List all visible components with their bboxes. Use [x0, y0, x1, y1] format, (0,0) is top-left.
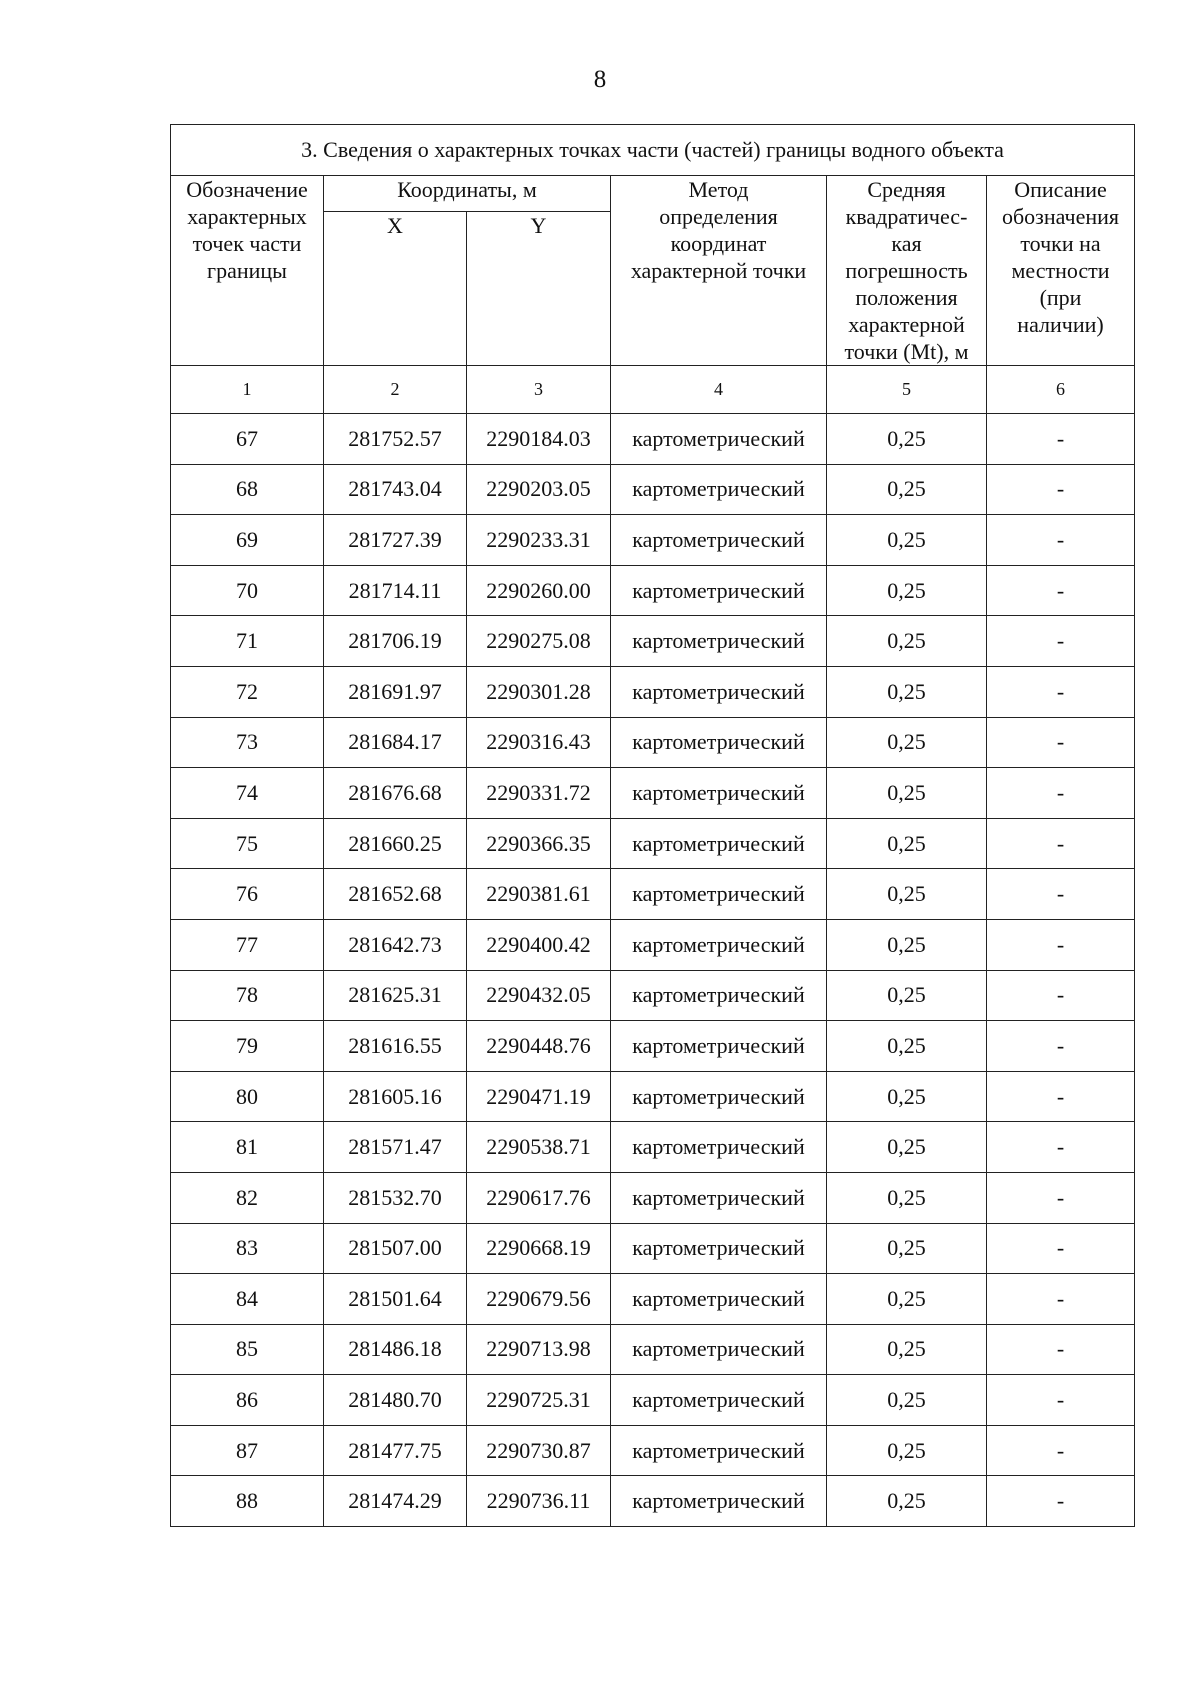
- table-row: [171, 515, 1135, 566]
- column-number: 5: [827, 366, 987, 414]
- point-id-cell: 71: [171, 616, 324, 667]
- description-cell: -: [987, 768, 1135, 819]
- column-number: 1: [171, 366, 324, 414]
- description-cell: -: [987, 970, 1135, 1021]
- error-cell: 0,25: [827, 869, 987, 920]
- x-coordinate-cell: 281474.29: [324, 1476, 467, 1527]
- method-cell: картометрический: [611, 414, 827, 465]
- description-cell: -: [987, 666, 1135, 717]
- x-coordinate-cell: 281616.55: [324, 1021, 467, 1072]
- y-coordinate-cell: 2290432.05: [467, 970, 611, 1021]
- error-cell: 0,25: [827, 515, 987, 566]
- table-row: [171, 414, 1135, 465]
- table-row: [171, 1223, 1135, 1274]
- header-row: [171, 176, 1135, 212]
- x-coordinate-cell: 281652.68: [324, 869, 467, 920]
- description-cell: -: [987, 464, 1135, 515]
- description-cell: -: [987, 1375, 1135, 1426]
- error-cell: 0,25: [827, 1122, 987, 1173]
- description-cell: -: [987, 1223, 1135, 1274]
- error-cell: 0,25: [827, 717, 987, 768]
- x-coordinate-cell: 281676.68: [324, 768, 467, 819]
- description-cell: -: [987, 717, 1135, 768]
- point-id-cell: 84: [171, 1274, 324, 1325]
- error-cell: 0,25: [827, 919, 987, 970]
- point-id-cell: 69: [171, 515, 324, 566]
- y-coordinate-cell: 2290301.28: [467, 666, 611, 717]
- point-id-cell: 86: [171, 1375, 324, 1426]
- table-row: [171, 1122, 1135, 1173]
- header-description: Описание обозначения точки на местности (при наличии): [987, 176, 1135, 366]
- table-row: [171, 565, 1135, 616]
- column-number: 3: [467, 366, 611, 414]
- error-cell: 0,25: [827, 970, 987, 1021]
- error-cell: 0,25: [827, 1425, 987, 1476]
- description-cell: -: [987, 1324, 1135, 1375]
- table-title-row: [171, 125, 1135, 176]
- table-row: [171, 1172, 1135, 1223]
- error-cell: 0,25: [827, 1274, 987, 1325]
- table-row: [171, 1071, 1135, 1122]
- y-coordinate-cell: 2290538.71: [467, 1122, 611, 1173]
- table-body: [171, 414, 1135, 1527]
- description-cell: -: [987, 818, 1135, 869]
- table-row: [171, 616, 1135, 667]
- description-cell: -: [987, 1122, 1135, 1173]
- x-coordinate-cell: 281486.18: [324, 1324, 467, 1375]
- table-row: [171, 1476, 1135, 1527]
- x-coordinate-cell: 281605.16: [324, 1071, 467, 1122]
- header-method: Метод определения координат характерной точки: [611, 176, 827, 366]
- x-coordinate-cell: 281743.04: [324, 464, 467, 515]
- table-row: [171, 768, 1135, 819]
- table-row: [171, 1324, 1135, 1375]
- y-coordinate-cell: 2290400.42: [467, 919, 611, 970]
- point-id-cell: 79: [171, 1021, 324, 1072]
- description-cell: -: [987, 1021, 1135, 1072]
- point-id-cell: 67: [171, 414, 324, 465]
- method-cell: картометрический: [611, 768, 827, 819]
- point-id-cell: 73: [171, 717, 324, 768]
- y-coordinate-cell: 2290366.35: [467, 818, 611, 869]
- method-cell: картометрический: [611, 1172, 827, 1223]
- error-cell: 0,25: [827, 666, 987, 717]
- method-cell: картометрический: [611, 464, 827, 515]
- x-coordinate-cell: 281532.70: [324, 1172, 467, 1223]
- description-cell: -: [987, 919, 1135, 970]
- method-cell: картометрический: [611, 565, 827, 616]
- table-row: [171, 1274, 1135, 1325]
- table-row: [171, 1425, 1135, 1476]
- description-cell: -: [987, 616, 1135, 667]
- point-id-cell: 75: [171, 818, 324, 869]
- description-cell: -: [987, 565, 1135, 616]
- table-row: [171, 1021, 1135, 1072]
- y-coordinate-cell: 2290668.19: [467, 1223, 611, 1274]
- method-cell: картометрический: [611, 515, 827, 566]
- y-coordinate-cell: 2290713.98: [467, 1324, 611, 1375]
- table-row: [171, 919, 1135, 970]
- description-cell: -: [987, 1172, 1135, 1223]
- y-coordinate-cell: 2290381.61: [467, 869, 611, 920]
- error-cell: 0,25: [827, 1071, 987, 1122]
- page-number: 8: [593, 66, 607, 93]
- point-id-cell: 72: [171, 666, 324, 717]
- x-coordinate-cell: 281477.75: [324, 1425, 467, 1476]
- method-cell: картометрический: [611, 818, 827, 869]
- y-coordinate-cell: 2290203.05: [467, 464, 611, 515]
- table-row: [171, 666, 1135, 717]
- x-coordinate-cell: 281706.19: [324, 616, 467, 667]
- method-cell: картометрический: [611, 666, 827, 717]
- y-coordinate-cell: 2290260.00: [467, 565, 611, 616]
- method-cell: картометрический: [611, 616, 827, 667]
- description-cell: -: [987, 1274, 1135, 1325]
- point-id-cell: 70: [171, 565, 324, 616]
- boundary-points-table: [170, 124, 1135, 1527]
- y-coordinate-cell: 2290679.56: [467, 1274, 611, 1325]
- x-coordinate-cell: 281507.00: [324, 1223, 467, 1274]
- y-coordinate-cell: 2290331.72: [467, 768, 611, 819]
- point-id-cell: 77: [171, 919, 324, 970]
- error-cell: 0,25: [827, 1324, 987, 1375]
- method-cell: картометрический: [611, 970, 827, 1021]
- error-cell: 0,25: [827, 818, 987, 869]
- x-coordinate-cell: 281660.25: [324, 818, 467, 869]
- method-cell: картометрический: [611, 919, 827, 970]
- y-coordinate-cell: 2290275.08: [467, 616, 611, 667]
- error-cell: 0,25: [827, 616, 987, 667]
- y-coordinate-cell: 2290471.19: [467, 1071, 611, 1122]
- error-cell: 0,25: [827, 1021, 987, 1072]
- header-coordinates: Координаты, м: [324, 176, 611, 212]
- table-row: [171, 970, 1135, 1021]
- description-cell: -: [987, 869, 1135, 920]
- x-coordinate-cell: 281714.11: [324, 565, 467, 616]
- column-number-row: [171, 366, 1135, 414]
- table-title: 3. Сведения о характерных точках части (частей) границы водного объекта: [171, 125, 1135, 176]
- point-id-cell: 74: [171, 768, 324, 819]
- description-cell: -: [987, 515, 1135, 566]
- x-coordinate-cell: 281625.31: [324, 970, 467, 1021]
- point-id-cell: 80: [171, 1071, 324, 1122]
- method-cell: картометрический: [611, 1223, 827, 1274]
- method-cell: картометрический: [611, 717, 827, 768]
- point-id-cell: 78: [171, 970, 324, 1021]
- y-coordinate-cell: 2290725.31: [467, 1375, 611, 1426]
- description-cell: -: [987, 1425, 1135, 1476]
- error-cell: 0,25: [827, 464, 987, 515]
- error-cell: 0,25: [827, 1476, 987, 1527]
- method-cell: картометрический: [611, 1375, 827, 1426]
- x-coordinate-cell: 281642.73: [324, 919, 467, 970]
- x-coordinate-cell: 281571.47: [324, 1122, 467, 1173]
- column-number: 6: [987, 366, 1135, 414]
- table-row: [171, 717, 1135, 768]
- point-id-cell: 87: [171, 1425, 324, 1476]
- x-coordinate-cell: 281501.64: [324, 1274, 467, 1325]
- table-row: [171, 818, 1135, 869]
- header-error: Средняя квадратичес- кая погрешность положения характерной точки (Mt), м: [827, 176, 987, 366]
- method-cell: картометрический: [611, 869, 827, 920]
- point-id-cell: 83: [171, 1223, 324, 1274]
- error-cell: 0,25: [827, 768, 987, 819]
- error-cell: 0,25: [827, 1223, 987, 1274]
- y-coordinate-cell: 2290448.76: [467, 1021, 611, 1072]
- point-id-cell: 85: [171, 1324, 324, 1375]
- x-coordinate-cell: 281691.97: [324, 666, 467, 717]
- y-coordinate-cell: 2290736.11: [467, 1476, 611, 1527]
- point-id-cell: 68: [171, 464, 324, 515]
- description-cell: -: [987, 1071, 1135, 1122]
- header-x: X: [324, 211, 467, 365]
- y-coordinate-cell: 2290730.87: [467, 1425, 611, 1476]
- point-id-cell: 82: [171, 1172, 324, 1223]
- method-cell: картометрический: [611, 1324, 827, 1375]
- error-cell: 0,25: [827, 1375, 987, 1426]
- description-cell: -: [987, 1476, 1135, 1527]
- x-coordinate-cell: 281684.17: [324, 717, 467, 768]
- error-cell: 0,25: [827, 414, 987, 465]
- header-y: Y: [467, 211, 611, 365]
- x-coordinate-cell: 281727.39: [324, 515, 467, 566]
- table-row: [171, 1375, 1135, 1426]
- table-row: [171, 464, 1135, 515]
- point-id-cell: 76: [171, 869, 324, 920]
- method-cell: картометрический: [611, 1021, 827, 1072]
- table-row: [171, 869, 1135, 920]
- y-coordinate-cell: 2290184.03: [467, 414, 611, 465]
- point-id-cell: 88: [171, 1476, 324, 1527]
- y-coordinate-cell: 2290316.43: [467, 717, 611, 768]
- error-cell: 0,25: [827, 565, 987, 616]
- method-cell: картометрический: [611, 1476, 827, 1527]
- header-designation: Обозначение характерных точек части границы: [171, 176, 324, 366]
- column-number: 4: [611, 366, 827, 414]
- column-number: 2: [324, 366, 467, 414]
- method-cell: картометрический: [611, 1425, 827, 1476]
- y-coordinate-cell: 2290233.31: [467, 515, 611, 566]
- error-cell: 0,25: [827, 1172, 987, 1223]
- description-cell: -: [987, 414, 1135, 465]
- y-coordinate-cell: 2290617.76: [467, 1172, 611, 1223]
- method-cell: картометрический: [611, 1071, 827, 1122]
- x-coordinate-cell: 281480.70: [324, 1375, 467, 1426]
- method-cell: картометрический: [611, 1274, 827, 1325]
- x-coordinate-cell: 281752.57: [324, 414, 467, 465]
- method-cell: картометрический: [611, 1122, 827, 1173]
- point-id-cell: 81: [171, 1122, 324, 1173]
